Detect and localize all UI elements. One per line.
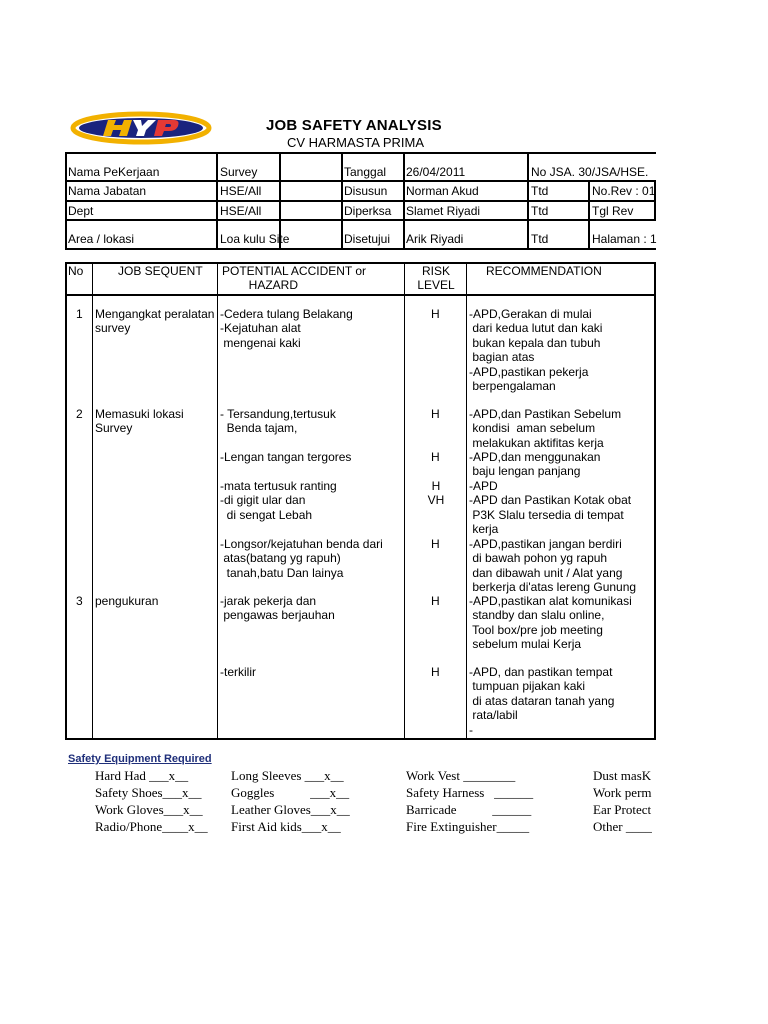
row-2-risk-c: H VH: [427, 479, 445, 508]
equipment-other: Other ____: [593, 819, 652, 834]
label-ttd-disetujui: Ttd: [531, 232, 549, 246]
company-name: CV HARMASTA PRIMA: [287, 135, 425, 150]
value-disetujui: Arik Riyadi: [406, 232, 464, 246]
equipment-dust-mask: Dust masK: [593, 768, 652, 783]
value-area: Loa kulu Site: [220, 232, 290, 246]
equipment-long-sleeves: Long Sleeves ___x__: [231, 768, 344, 783]
value-diperksa: Slamet Riyadi: [406, 204, 481, 218]
row-2-risk-d: H: [431, 537, 440, 551]
row-2-recommendation-b: -APD,dan menggunakan baju lengan panjang: [469, 450, 601, 479]
equipment-work-gloves: Work Gloves___x__: [95, 802, 203, 817]
label-disetujui: Disetujui: [344, 232, 391, 246]
row-2-hazard-a: - Tersandung,tertusuk Benda tajam,: [220, 407, 336, 436]
row-2-recommendation-d: -APD,pastikan jangan berdiri di bawah pohon yg rapuh dan dibawah unit / Alat yang berkerja di'atas lereng Gunung: [469, 537, 637, 595]
row-2-risk-b: H: [431, 450, 440, 464]
equipment-fire-extinguisher: Fire Extinguisher_____: [406, 819, 530, 834]
equipment-radio-phone: Radio/Phone____x__: [95, 819, 208, 834]
value-nama-jabatan: HSE/All: [220, 184, 262, 198]
row-3-risk-a: H: [431, 594, 440, 608]
label-disusun: Disusun: [344, 184, 388, 198]
row-2-hazard-b: -Lengan tangan tergores: [220, 450, 352, 464]
label-ttd-disusun: Ttd: [531, 184, 549, 198]
row-3-recommendation-b: -APD, dan pastikan tempat tumpuan pijakan kaki di atas dataran tanah yang rata/labil -: [469, 665, 615, 737]
value-tanggal: 26/04/2011: [406, 165, 466, 179]
document-title: JOB SAFETY ANALYSIS: [266, 117, 442, 134]
equipment-work-permit: Work perm: [593, 785, 652, 800]
equipment-safety-shoes: Safety Shoes___x__: [95, 785, 202, 800]
equipment-first-aid-kits: First Aid kids___x__: [231, 819, 341, 834]
equipment-barricade: Barricade ______: [406, 802, 532, 817]
header-risk-level: RISK LEVEL: [417, 264, 455, 293]
equipment-hard-hat: Hard Had ___x__: [95, 768, 189, 783]
value-dept: HSE/All: [220, 204, 262, 218]
row-3-no: 3: [76, 594, 83, 608]
label-nama-jabatan: Nama Jabatan: [68, 184, 147, 198]
label-nama-pekerjaan: Nama PeKerjaan: [68, 165, 160, 179]
row-1-job: Mengangkat peralatan survey: [95, 307, 215, 336]
label-ttd-diperksa: Ttd: [531, 204, 549, 218]
row-2-hazard-d: -Longsor/kejatuhan benda dari atas(batang yg rapuh) tanah,batu Dan lainya: [220, 537, 383, 580]
value-no-jsa: No JSA. 30/JSA/HSE.: [531, 165, 649, 179]
value-nama-pekerjaan: Survey: [220, 165, 258, 179]
row-2-recommendation-a: -APD,dan Pastikan Sebelum kondisi aman sebelum melakukan aktifitas kerja: [469, 407, 622, 450]
row-1-risk: H: [431, 307, 440, 321]
row-2-job: Memasuki lokasi Survey: [95, 407, 184, 436]
value-no-rev: No.Rev : 01: [592, 184, 656, 198]
header-job-sequent: JOB SEQUENT: [118, 264, 203, 278]
row-2-hazard-c: -mata tertusuk ranting -di gigit ular dan di sengat Lebah: [220, 479, 337, 522]
value-halaman: Halaman : 1: [592, 232, 657, 246]
row-1-no: 1: [76, 307, 83, 321]
equipment-work-vest: Work Vest ________: [406, 768, 516, 783]
label-area: Area / lokasi: [68, 232, 135, 246]
header-hazard: POTENTIAL ACCIDENT or HAZARD: [222, 264, 367, 293]
row-2-risk-a: H: [431, 407, 440, 421]
row-3-hazard-a: -jarak pekerja dan pengawas berjauhan: [220, 594, 335, 623]
value-disusun: Norman Akud: [406, 184, 479, 198]
row-1-recommendation: -APD,Gerakan di mulai dari kedua lutut dan kaki bukan kepala dan tubuh bagian atas -APD,pastikan pekerja berpengalaman: [469, 307, 603, 394]
row-3-risk-b: H: [431, 665, 440, 679]
equipment-goggles: Goggles ___x__: [231, 785, 350, 800]
value-tgl-rev: Tgl Rev: [592, 204, 634, 218]
company-logo: [70, 110, 212, 146]
row-1-hazard: -Cedera tulang Belakang -Kejatuhan alat mengenai kaki: [220, 307, 353, 350]
row-2-no: 2: [76, 407, 83, 421]
header-recommendation: RECOMMENDATION: [486, 264, 602, 278]
safety-equipment-heading: Safety Equipment Required: [68, 753, 212, 765]
row-2-recommendation-c: -APD -APD dan Pastikan Kotak obat P3K Slalu tersedia di tempat kerja: [469, 479, 632, 537]
equipment-leather-gloves: Leather Gloves___x__: [231, 802, 350, 817]
label-tanggal: Tanggal: [344, 165, 387, 179]
row-3-hazard-b: -terkilir: [220, 665, 256, 679]
equipment-safety-harness: Safety Harness ______: [406, 785, 534, 800]
label-dept: Dept: [68, 204, 94, 218]
equipment-ear-protection: Ear Protect: [593, 802, 652, 817]
row-3-job: pengukuran: [95, 594, 159, 608]
label-diperksa: Diperksa: [344, 204, 392, 218]
header-no: No: [68, 264, 84, 278]
row-3-recommendation-a: -APD,pastikan alat komunikasi standby dan slalu online, Tool box/pre job meeting sebelum mulai Kerja: [469, 594, 632, 652]
